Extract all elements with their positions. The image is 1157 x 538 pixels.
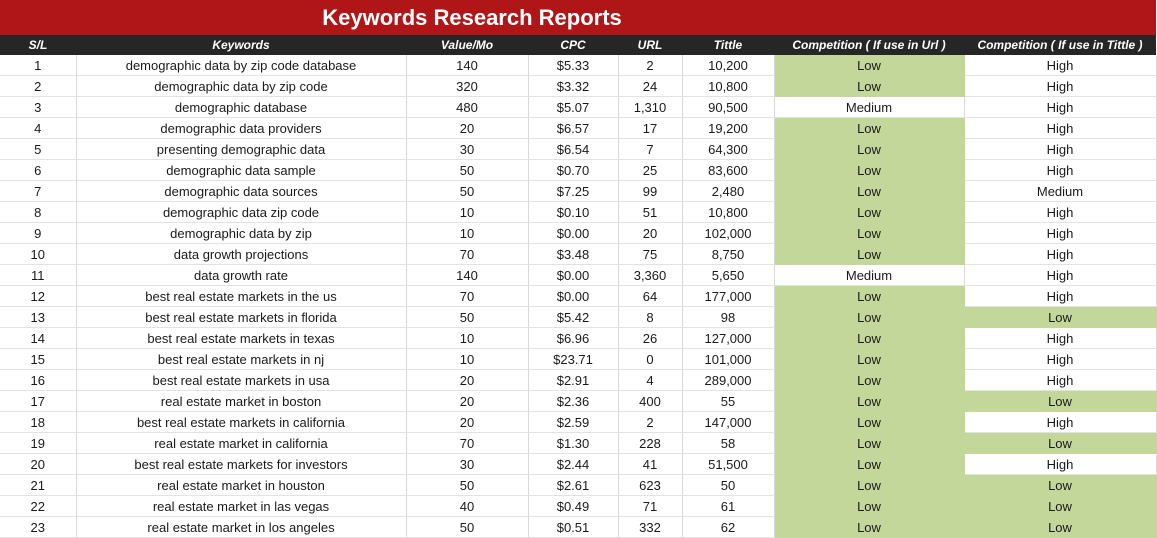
cell-sl[interactable]: 12 — [0, 286, 76, 307]
table-row — [0, 349, 1156, 370]
cell-competition-tittle[interactable]: High — [964, 412, 1156, 433]
cell-competition-tittle[interactable]: High — [964, 202, 1156, 223]
cell-keyword[interactable]: data growth rate — [76, 265, 406, 286]
table-row — [0, 139, 1156, 160]
cell-sl[interactable]: 18 — [0, 412, 76, 433]
cell-competition-url[interactable]: Low — [774, 181, 964, 202]
cell-url[interactable]: 24 — [618, 76, 682, 97]
cell-competition-tittle[interactable]: High — [964, 223, 1156, 244]
cell-keyword[interactable]: demographic data sample — [76, 160, 406, 181]
cell-tittle[interactable]: 147,000 — [682, 412, 774, 433]
cell-sl[interactable]: 20 — [0, 454, 76, 475]
cell-url[interactable]: 228 — [618, 433, 682, 454]
cell-cpc[interactable]: $5.33 — [528, 55, 618, 76]
cell-competition-url[interactable]: Medium — [774, 97, 964, 118]
table-row — [0, 118, 1156, 139]
cell-sl[interactable]: 13 — [0, 307, 76, 328]
cell-url[interactable]: 64 — [618, 286, 682, 307]
cell-keyword[interactable]: best real estate markets in usa — [76, 370, 406, 391]
header-url: URL — [618, 35, 682, 55]
cell-competition-tittle[interactable]: Low — [964, 433, 1156, 454]
cell-competition-url[interactable]: Low — [774, 55, 964, 76]
table-row — [0, 160, 1156, 181]
cell-competition-tittle[interactable]: High — [964, 139, 1156, 160]
cell-sl[interactable]: 10 — [0, 244, 76, 265]
cell-cpc[interactable]: $1.30 — [528, 433, 618, 454]
cell-tittle[interactable]: 8,750 — [682, 244, 774, 265]
cell-keyword[interactable]: real estate market in las vegas — [76, 496, 406, 517]
table-body — [0, 55, 1156, 538]
cell-competition-tittle[interactable]: High — [964, 97, 1156, 118]
cell-competition-tittle[interactable]: High — [964, 160, 1156, 181]
cell-competition-tittle[interactable]: High — [964, 286, 1156, 307]
cell-keyword[interactable]: best real estate markets in california — [76, 412, 406, 433]
cell-value-mo[interactable]: 20 — [406, 412, 528, 433]
cell-url[interactable]: 0 — [618, 349, 682, 370]
cell-keyword[interactable]: demographic data sources — [76, 181, 406, 202]
cell-competition-tittle[interactable]: Low — [964, 496, 1156, 517]
cell-value-mo[interactable]: 10 — [406, 202, 528, 223]
cell-cpc[interactable]: $6.57 — [528, 118, 618, 139]
cell-cpc[interactable]: $0.00 — [528, 286, 618, 307]
cell-competition-url[interactable]: Low — [774, 223, 964, 244]
cell-cpc[interactable]: $0.10 — [528, 202, 618, 223]
cell-sl[interactable]: 5 — [0, 139, 76, 160]
cell-competition-url[interactable]: Low — [774, 412, 964, 433]
report-title: Keywords Research Reports — [322, 5, 622, 30]
cell-keyword[interactable]: demographic data by zip code database — [76, 55, 406, 76]
cell-tittle[interactable]: 10,800 — [682, 76, 774, 97]
cell-cpc[interactable]: $2.36 — [528, 391, 618, 412]
cell-competition-url[interactable]: Low — [774, 307, 964, 328]
cell-value-mo[interactable]: 10 — [406, 328, 528, 349]
cell-url[interactable]: 17 — [618, 118, 682, 139]
cell-sl[interactable]: 22 — [0, 496, 76, 517]
table-row — [0, 454, 1156, 475]
cell-tittle[interactable]: 62 — [682, 517, 774, 538]
cell-value-mo[interactable]: 50 — [406, 307, 528, 328]
cell-tittle[interactable]: 98 — [682, 307, 774, 328]
cell-competition-tittle[interactable]: Medium — [964, 181, 1156, 202]
cell-tittle[interactable]: 10,200 — [682, 55, 774, 76]
table-row — [0, 265, 1156, 286]
cell-competition-url[interactable]: Low — [774, 370, 964, 391]
table-row — [0, 55, 1156, 76]
cell-value-mo[interactable]: 50 — [406, 475, 528, 496]
cell-cpc[interactable]: $2.61 — [528, 475, 618, 496]
cell-keyword[interactable]: best real estate markets in florida — [76, 307, 406, 328]
table-row — [0, 97, 1156, 118]
cell-competition-url[interactable]: Low — [774, 202, 964, 223]
cell-tittle[interactable]: 19,200 — [682, 118, 774, 139]
table-row — [0, 202, 1156, 223]
cell-keyword[interactable]: best real estate markets in nj — [76, 349, 406, 370]
table-row — [0, 223, 1156, 244]
cell-sl[interactable]: 7 — [0, 181, 76, 202]
cell-sl[interactable]: 2 — [0, 76, 76, 97]
table-row — [0, 496, 1156, 517]
cell-url[interactable]: 2 — [618, 412, 682, 433]
cell-cpc[interactable]: $5.07 — [528, 97, 618, 118]
cell-competition-url[interactable]: Low — [774, 454, 964, 475]
cell-keyword[interactable]: demographic data by zip — [76, 223, 406, 244]
cell-sl[interactable]: 3 — [0, 97, 76, 118]
header-value-mo: Value/Mo — [406, 35, 528, 55]
header-competition-tittle: Competition ( If use in Tittle ) — [964, 35, 1156, 55]
table-row — [0, 286, 1156, 307]
title-bar — [0, 0, 1156, 35]
cell-tittle[interactable]: 83,600 — [682, 160, 774, 181]
cell-competition-tittle[interactable]: Low — [964, 391, 1156, 412]
cell-sl[interactable]: 8 — [0, 202, 76, 223]
cell-tittle[interactable]: 127,000 — [682, 328, 774, 349]
cell-cpc[interactable]: $5.42 — [528, 307, 618, 328]
cell-url[interactable]: 41 — [618, 454, 682, 475]
cell-url[interactable]: 25 — [618, 160, 682, 181]
cell-cpc[interactable]: $3.32 — [528, 76, 618, 97]
cell-url[interactable]: 4 — [618, 370, 682, 391]
cell-cpc[interactable]: $0.70 — [528, 160, 618, 181]
cell-competition-url[interactable]: Low — [774, 244, 964, 265]
cell-value-mo[interactable]: 30 — [406, 454, 528, 475]
cell-competition-url[interactable]: Medium — [774, 265, 964, 286]
table-row — [0, 475, 1156, 496]
cell-tittle[interactable]: 102,000 — [682, 223, 774, 244]
cell-tittle[interactable]: 50 — [682, 475, 774, 496]
cell-keyword[interactable]: real estate market in houston — [76, 475, 406, 496]
cell-value-mo[interactable]: 20 — [406, 370, 528, 391]
cell-tittle[interactable]: 55 — [682, 391, 774, 412]
cell-keyword[interactable]: real estate market in california — [76, 433, 406, 454]
header-cpc: CPC — [528, 35, 618, 55]
cell-sl[interactable]: 6 — [0, 160, 76, 181]
header-competition-url: Competition ( If use in Url ) — [774, 35, 964, 55]
cell-competition-tittle[interactable]: High — [964, 118, 1156, 139]
cell-value-mo[interactable]: 20 — [406, 391, 528, 412]
cell-value-mo[interactable]: 480 — [406, 97, 528, 118]
cell-cpc[interactable]: $6.54 — [528, 139, 618, 160]
cell-value-mo[interactable]: 140 — [406, 55, 528, 76]
cell-keyword[interactable]: demographic data zip code — [76, 202, 406, 223]
cell-competition-tittle[interactable]: High — [964, 328, 1156, 349]
table-row — [0, 307, 1156, 328]
cell-cpc[interactable]: $6.96 — [528, 328, 618, 349]
cell-cpc[interactable]: $2.59 — [528, 412, 618, 433]
cell-competition-url[interactable]: Low — [774, 160, 964, 181]
cell-keyword[interactable]: presenting demographic data — [76, 139, 406, 160]
cell-keyword[interactable]: real estate market in los angeles — [76, 517, 406, 538]
cell-url[interactable]: 51 — [618, 202, 682, 223]
cell-url[interactable]: 7 — [618, 139, 682, 160]
cell-url[interactable]: 99 — [618, 181, 682, 202]
cell-competition-tittle[interactable]: High — [964, 370, 1156, 391]
cell-cpc[interactable]: $2.44 — [528, 454, 618, 475]
cell-keyword[interactable]: best real estate markets in the us — [76, 286, 406, 307]
cell-value-mo[interactable]: 50 — [406, 517, 528, 538]
cell-url[interactable]: 2 — [618, 55, 682, 76]
cell-competition-url[interactable]: Low — [774, 139, 964, 160]
cell-competition-url[interactable]: Low — [774, 286, 964, 307]
cell-cpc[interactable]: $0.49 — [528, 496, 618, 517]
header-keywords: Keywords — [76, 35, 406, 55]
cell-competition-tittle[interactable]: High — [964, 55, 1156, 76]
cell-value-mo[interactable]: 20 — [406, 118, 528, 139]
table-row — [0, 181, 1156, 202]
cell-cpc[interactable]: $0.51 — [528, 517, 618, 538]
cell-sl[interactable]: 15 — [0, 349, 76, 370]
cell-value-mo[interactable]: 140 — [406, 265, 528, 286]
header-tittle: Tittle — [682, 35, 774, 55]
cell-tittle[interactable]: 289,000 — [682, 370, 774, 391]
cell-tittle[interactable]: 64,300 — [682, 139, 774, 160]
cell-sl[interactable]: 19 — [0, 433, 76, 454]
cell-cpc[interactable]: $3.48 — [528, 244, 618, 265]
table-row — [0, 517, 1156, 538]
header-row — [0, 35, 1156, 55]
cell-url[interactable]: 1,310 — [618, 97, 682, 118]
table-row — [0, 370, 1156, 391]
cell-tittle[interactable]: 101,000 — [682, 349, 774, 370]
cell-competition-tittle[interactable]: High — [964, 76, 1156, 97]
cell-tittle[interactable]: 61 — [682, 496, 774, 517]
table-row — [0, 76, 1156, 97]
cell-competition-url[interactable]: Low — [774, 475, 964, 496]
cell-cpc[interactable]: $0.00 — [528, 223, 618, 244]
cell-url[interactable]: 20 — [618, 223, 682, 244]
cell-competition-tittle[interactable]: Low — [964, 517, 1156, 538]
header-sl: S/L — [0, 35, 76, 55]
cell-competition-url[interactable]: Low — [774, 517, 964, 538]
cell-url[interactable]: 71 — [618, 496, 682, 517]
cell-sl[interactable]: 21 — [0, 475, 76, 496]
cell-tittle[interactable]: 177,000 — [682, 286, 774, 307]
cell-sl[interactable]: 23 — [0, 517, 76, 538]
cell-tittle[interactable]: 10,800 — [682, 202, 774, 223]
cell-tittle[interactable]: 58 — [682, 433, 774, 454]
cell-sl[interactable]: 1 — [0, 55, 76, 76]
table-row — [0, 433, 1156, 454]
cell-competition-tittle[interactable]: Low — [964, 475, 1156, 496]
table-row — [0, 391, 1156, 412]
cell-value-mo[interactable]: 70 — [406, 286, 528, 307]
cell-competition-tittle[interactable]: High — [964, 265, 1156, 286]
cell-url[interactable]: 400 — [618, 391, 682, 412]
cell-value-mo[interactable]: 10 — [406, 223, 528, 244]
table-row — [0, 244, 1156, 265]
cell-value-mo[interactable]: 40 — [406, 496, 528, 517]
cell-cpc[interactable]: $2.91 — [528, 370, 618, 391]
cell-cpc[interactable]: $23.71 — [528, 349, 618, 370]
cell-sl[interactable]: 9 — [0, 223, 76, 244]
cell-competition-tittle[interactable]: High — [964, 244, 1156, 265]
table-row — [0, 412, 1156, 433]
cell-sl[interactable]: 14 — [0, 328, 76, 349]
cell-keyword[interactable]: best real estate markets for investors — [76, 454, 406, 475]
cell-value-mo[interactable]: 320 — [406, 76, 528, 97]
cell-sl[interactable]: 11 — [0, 265, 76, 286]
cell-tittle[interactable]: 51,500 — [682, 454, 774, 475]
cell-url[interactable]: 332 — [618, 517, 682, 538]
cell-competition-tittle[interactable]: High — [964, 349, 1156, 370]
cell-competition-tittle[interactable]: Low — [964, 307, 1156, 328]
cell-competition-tittle[interactable]: High — [964, 454, 1156, 475]
cell-value-mo[interactable]: 70 — [406, 244, 528, 265]
cell-url[interactable]: 75 — [618, 244, 682, 265]
cell-value-mo[interactable]: 10 — [406, 349, 528, 370]
cell-competition-url[interactable]: Low — [774, 118, 964, 139]
cell-tittle[interactable]: 5,650 — [682, 265, 774, 286]
cell-competition-url[interactable]: Low — [774, 391, 964, 412]
cell-value-mo[interactable]: 70 — [406, 433, 528, 454]
cell-competition-url[interactable]: Low — [774, 328, 964, 349]
table-row — [0, 328, 1156, 349]
cell-keyword[interactable]: demographic database — [76, 97, 406, 118]
cell-keyword[interactable]: data growth projections — [76, 244, 406, 265]
cell-competition-url[interactable]: Low — [774, 496, 964, 517]
cell-cpc[interactable]: $7.25 — [528, 181, 618, 202]
cell-value-mo[interactable]: 50 — [406, 160, 528, 181]
cell-keyword[interactable]: real estate market in boston — [76, 391, 406, 412]
cell-url[interactable]: 623 — [618, 475, 682, 496]
cell-url[interactable]: 3,360 — [618, 265, 682, 286]
cell-tittle[interactable]: 90,500 — [682, 97, 774, 118]
cell-value-mo[interactable]: 30 — [406, 139, 528, 160]
keywords-table — [0, 35, 1157, 538]
cell-competition-url[interactable]: Low — [774, 433, 964, 454]
cell-keyword[interactable]: demographic data by zip code — [76, 76, 406, 97]
cell-value-mo[interactable]: 50 — [406, 181, 528, 202]
cell-tittle[interactable]: 2,480 — [682, 181, 774, 202]
cell-sl[interactable]: 4 — [0, 118, 76, 139]
cell-cpc[interactable]: $0.00 — [528, 265, 618, 286]
cell-competition-url[interactable]: Low — [774, 76, 964, 97]
cell-keyword[interactable]: best real estate markets in texas — [76, 328, 406, 349]
cell-keyword[interactable]: demographic data providers — [76, 118, 406, 139]
cell-url[interactable]: 26 — [618, 328, 682, 349]
cell-sl[interactable]: 16 — [0, 370, 76, 391]
cell-sl[interactable]: 17 — [0, 391, 76, 412]
cell-competition-url[interactable]: Low — [774, 349, 964, 370]
cell-url[interactable]: 8 — [618, 307, 682, 328]
